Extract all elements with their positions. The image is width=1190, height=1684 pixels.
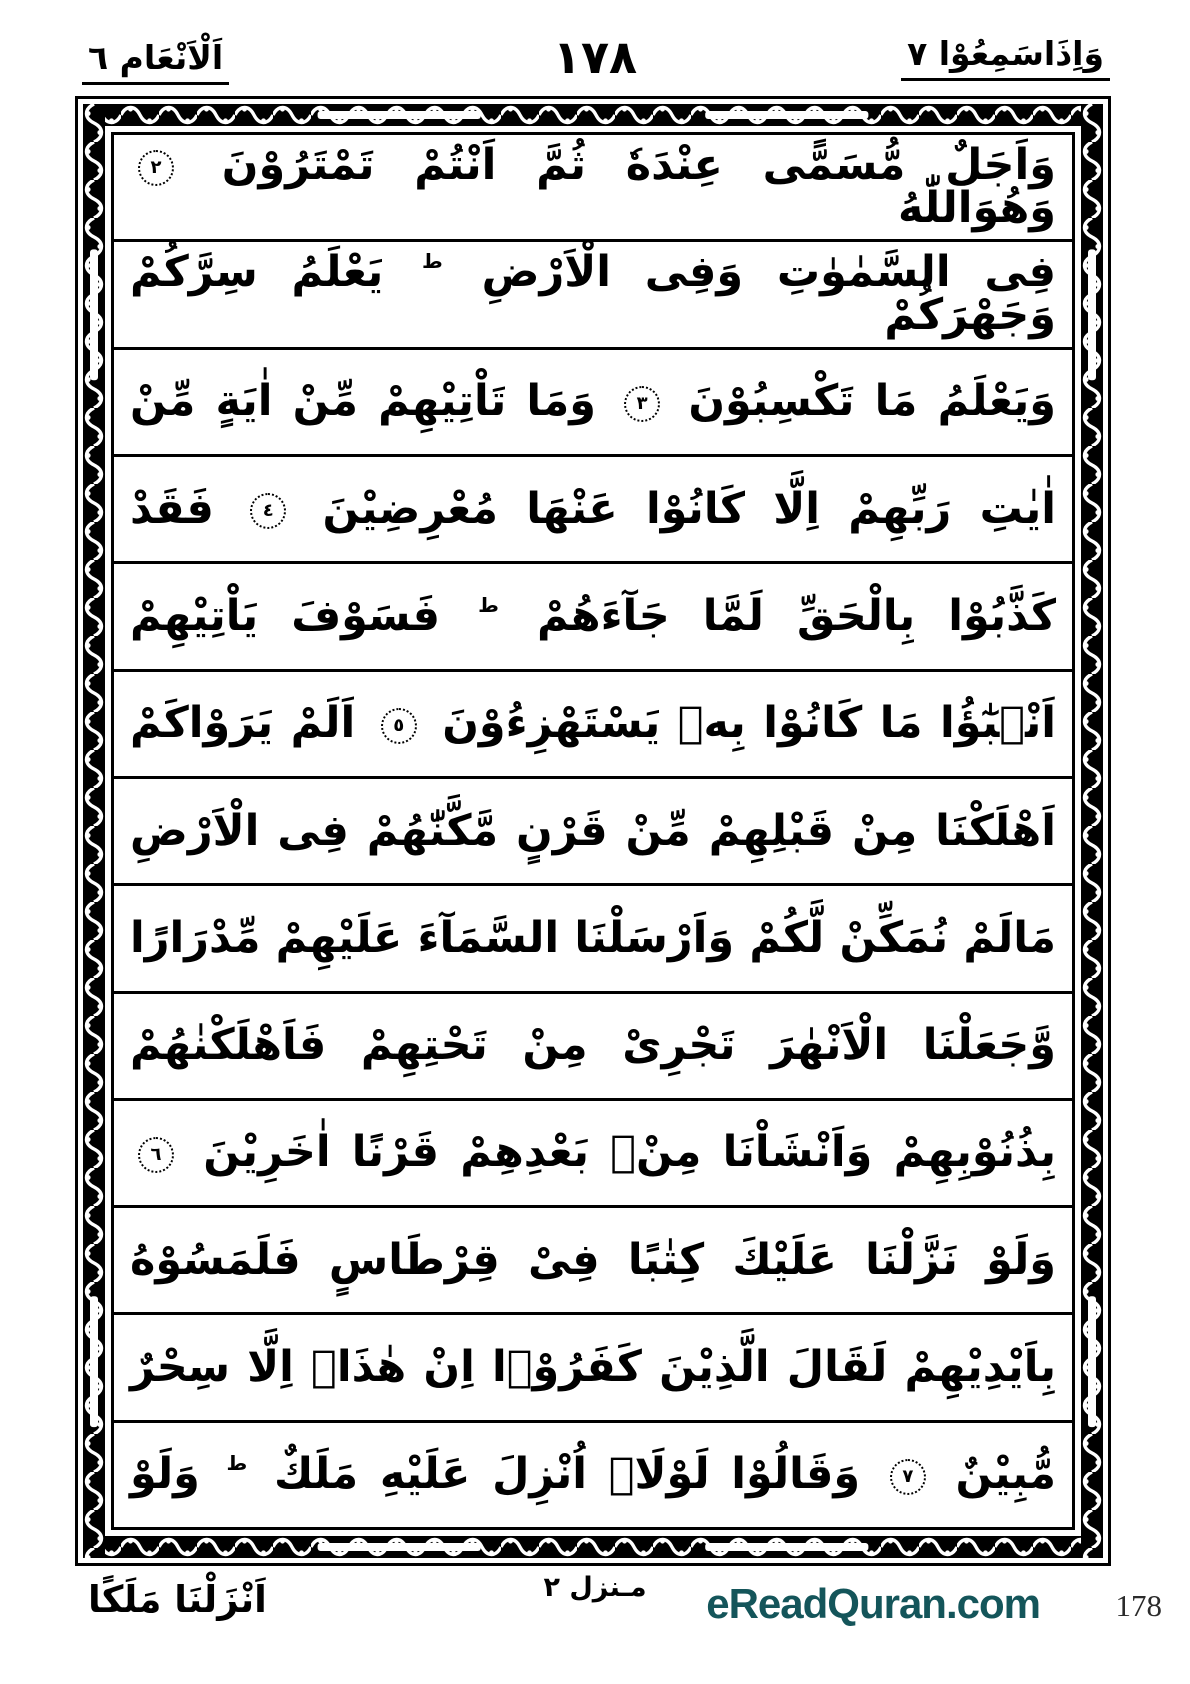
ayah-text: وَقَالُوْا لَوْلَاۤ اُنْزِلَ عَلَيْهِ مَلَكٌ	[273, 1449, 861, 1500]
ayah-text: وَّجَعَلْنَا الْاَنْهٰرَ تَجْرِىْ مِنْ تَحْتِهِمْ فَاَهْلَكْنٰهُمْ	[130, 1020, 1056, 1071]
page-number: 178	[1115, 1588, 1162, 1623]
border-ornament-bottom-icon	[83, 1536, 1103, 1558]
waqf-sign: ط	[226, 1451, 248, 1476]
quran-line-7	[114, 779, 1072, 886]
ayah-text: اَنْۢبٰٓؤُا مَا كَانُوْا بِهٖ يَسْتَهْزِءُوْنَ	[442, 698, 1056, 749]
quran-line-3	[114, 350, 1072, 457]
quran-line-10	[114, 1101, 1072, 1208]
border-ornament-left-icon	[83, 104, 105, 1558]
ayah-text: وَهُوَاللّٰهُ	[897, 183, 1056, 234]
catchword-next-page: اَنْزَلْنَا مَلَكًا	[88, 1578, 267, 1621]
ayah-text: وَاَجَلٌ مُّسَمًّى عِنْدَهٗ ثُمَّ اَنْتُمْ تَمْتَرُوْنَ	[221, 140, 1056, 191]
ayah-text: اٰيٰتِ رَبِّهِمْ اِلَّا كَانُوْا عَنْهَا مُعْرِضِيْنَ	[322, 483, 1056, 534]
quran-line-9	[114, 994, 1072, 1101]
ayah-text: كَذَّبُوْا بِالْحَقِّ لَمَّا جَآءَهُمْ	[537, 590, 1056, 641]
quran-line-2	[114, 242, 1072, 349]
ayah-marker-icon: ٧	[890, 1459, 926, 1495]
manzil-label: مـنزل ٢	[543, 1572, 647, 1603]
quran-line-13	[114, 1423, 1072, 1527]
border-ornament-right-icon	[1081, 104, 1103, 1558]
ayah-marker-icon: ٤	[250, 493, 286, 529]
ayah-text: مَالَمْ نُمَكِّنْ لَّكُمْ وَاَرْسَلْنَا السَّمَآءَ عَلَيْهِمْ مِّدْرَارًا	[130, 912, 1056, 963]
juz-title: وَاِذَاسَمِعُوْا ٧	[901, 36, 1110, 81]
ayah-text: بِذُنُوْبِهِمْ وَاَنْشَاْنَا مِنْۢ بَعْدِهِمْ قَرْنًا اٰخَرِيْنَ	[203, 1127, 1056, 1178]
ayah-marker-icon: ٢	[138, 150, 174, 186]
quran-line-12	[114, 1315, 1072, 1422]
ayah-text: بِاَيْدِيْهِمْ لَقَالَ الَّذِيْنَ كَفَرُوْۤا اِنْ هٰذَاۤ اِلَّا سِحْرٌ	[130, 1342, 1056, 1393]
ornamental-border-frame	[75, 96, 1111, 1566]
quran-line-5	[114, 564, 1072, 671]
waqf-sign: ط	[478, 592, 499, 617]
ayah-text: مُّبِيْنٌ	[955, 1449, 1056, 1500]
quran-line-8	[114, 886, 1072, 993]
quran-line-6	[114, 672, 1072, 779]
ayah-text: فَقَدْ	[130, 483, 214, 534]
ayah-text: فَسَوْفَ يَاْتِيْهِمْ	[130, 590, 441, 641]
waqf-sign: ط	[422, 249, 443, 274]
ayah-text: وَلَوْ نَزَّلْنَا عَلَيْكَ كِتٰبًا فِىْ قِرْطَاسٍ فَلَمَسُوْهُ	[130, 1234, 1056, 1285]
surah-title: اَلْاَنْعَام ٦	[82, 40, 229, 85]
ayah-marker-icon: ٥	[381, 708, 417, 744]
ayah-text: يَعْلَمُ سِرَّكُمْ وَجَهْرَكُمْ	[130, 247, 1056, 341]
border-ornament-top-icon	[83, 104, 1103, 126]
ayah-text: وَمَا تَاْتِيْهِمْ مِّنْ اٰيَةٍ مِّنْ	[130, 376, 596, 427]
quran-line-4	[114, 457, 1072, 564]
ayah-text: فِى السَّمٰوٰتِ وَفِى الْاَرْضِ	[481, 247, 1056, 298]
ayah-marker-icon: ٣	[624, 386, 660, 422]
page-number-arabic: ١٧٨	[552, 30, 638, 84]
ayah-marker-icon: ٦	[138, 1137, 174, 1173]
ayah-text: اَلَمْ يَرَوْاكَمْ	[130, 698, 356, 749]
ayah-text: اَهْلَكْنَا مِنْ قَبْلِهِمْ مِّنْ قَرْنٍ مَّكَّنّٰهُمْ فِى الْاَرْضِ	[130, 805, 1056, 856]
quran-text-panel	[111, 132, 1075, 1530]
quran-line-1	[114, 135, 1072, 242]
website-watermark: eReadQuran.com	[706, 1580, 1040, 1627]
ayah-text: وَلَوْ	[130, 1449, 200, 1500]
ayah-text: وَيَعْلَمُ مَا تَكْسِبُوْنَ	[688, 376, 1056, 427]
quran-line-11	[114, 1208, 1072, 1315]
